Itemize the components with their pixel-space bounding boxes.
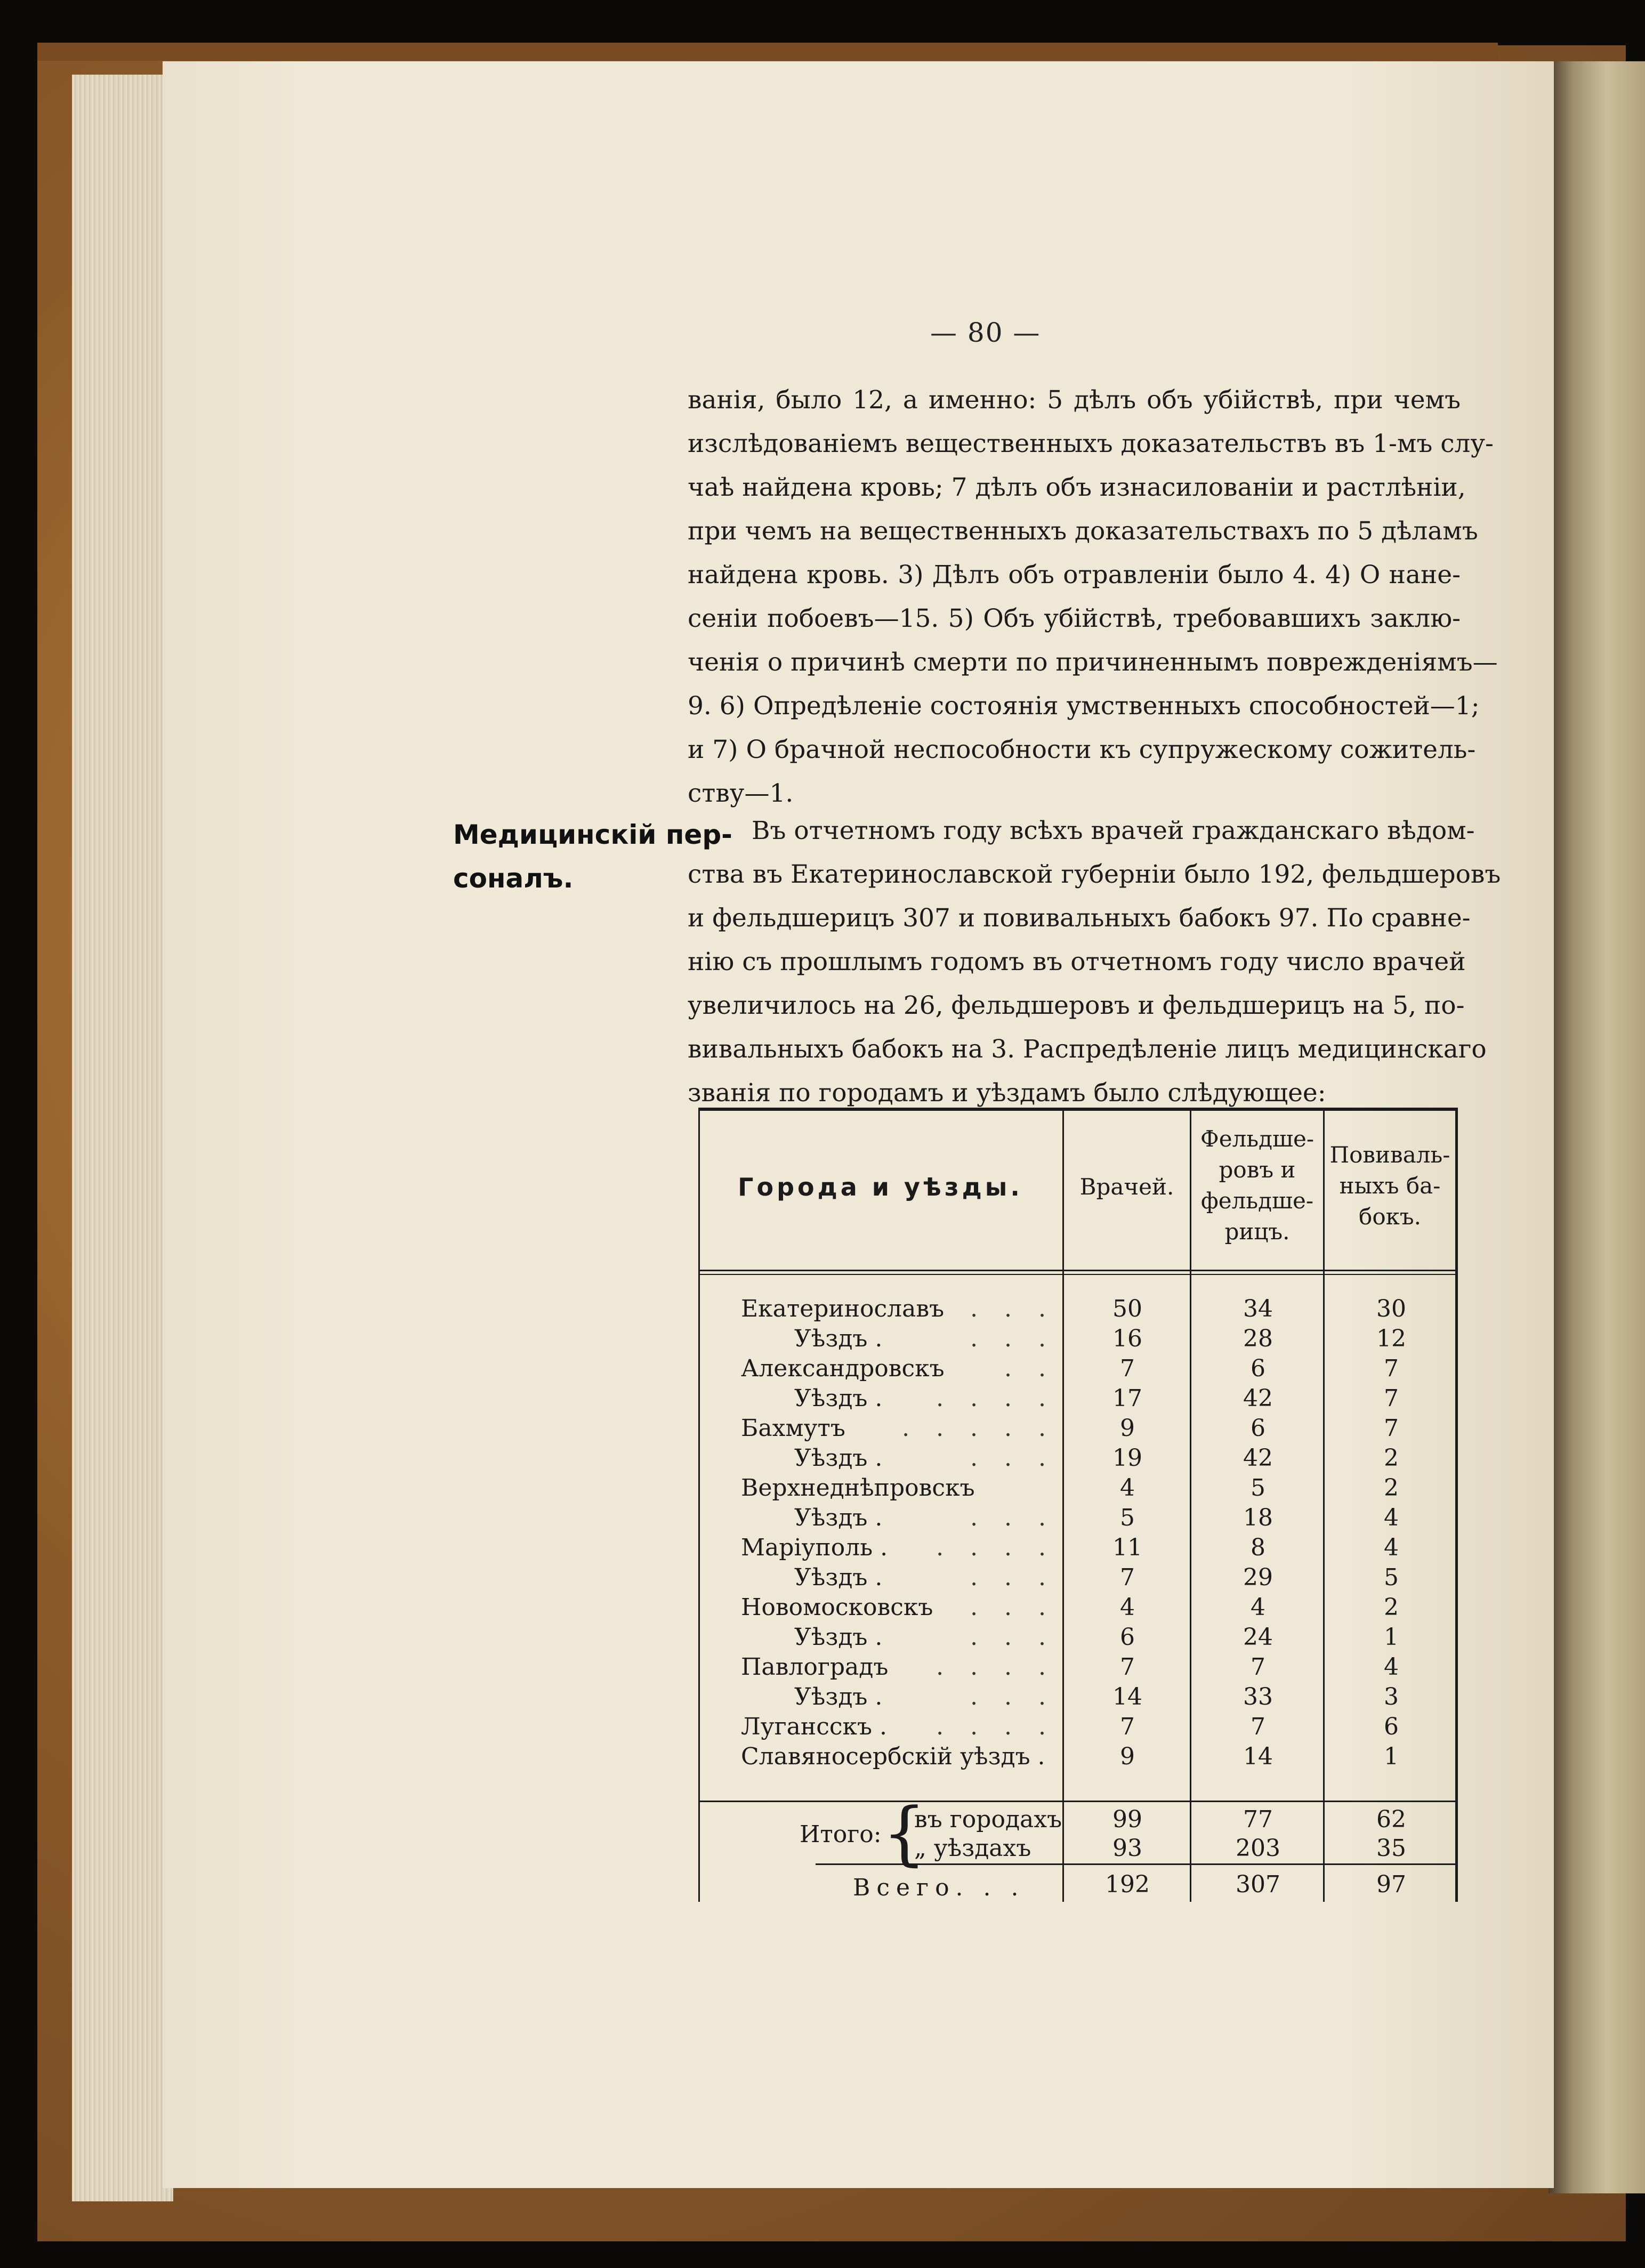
- text-line: и 7) О брачной неспособности къ супружескому сожитель-: [688, 735, 1476, 764]
- text-line: изслѣдованіемъ вещественныхъ доказательствъ въ 1-мъ слу-: [688, 429, 1494, 458]
- table-row: [698, 1593, 1458, 1623]
- cell-doctors: 9: [1120, 1743, 1135, 1770]
- cell-feldshers: 8: [1251, 1534, 1265, 1561]
- row-name: Уѣздъ .: [794, 1444, 883, 1472]
- row-leader-dots: . . . .: [936, 1713, 1055, 1740]
- cell-midwives: 12: [1376, 1325, 1406, 1352]
- row-name: Александровскъ: [741, 1355, 945, 1382]
- cell-doctors: 7: [1120, 1564, 1135, 1591]
- cell-doctors: 4: [1120, 1474, 1135, 1502]
- cell-midwives: 4: [1384, 1534, 1399, 1561]
- page-number: — 80 —: [930, 317, 1041, 348]
- cell-feldshers: 42: [1243, 1385, 1273, 1412]
- row-leader-dots: . . .: [970, 1444, 1055, 1472]
- row-leader-dots: . . .: [970, 1295, 1055, 1322]
- header-midwives-line: Повиваль-: [1329, 1142, 1450, 1168]
- cell-feldshers: 77: [1243, 1806, 1273, 1833]
- cell-midwives: 97: [1376, 1871, 1406, 1898]
- cell-midwives: 4: [1384, 1504, 1399, 1531]
- cell-midwives: 1: [1384, 1624, 1399, 1651]
- text-line: нію съ прошлымъ годомъ въ отчетномъ году число врачей: [688, 947, 1466, 976]
- text-line: и фельдшерицъ 307 и повивальныхъ бабокъ 97. По сравне-: [688, 903, 1471, 933]
- text-line: при чемъ на вещественныхъ доказательствахъ по 5 дѣламъ: [688, 516, 1478, 546]
- cell-midwives: 6: [1384, 1713, 1399, 1740]
- itogo-row-label: „ уѣздахъ: [914, 1835, 1031, 1862]
- text-line: званія по городамъ и уѣздамъ было слѣдующее:: [688, 1078, 1326, 1108]
- medical-personnel-table: [698, 1108, 1458, 1902]
- row-name: Верхнеднѣпровскъ: [741, 1474, 975, 1502]
- header-cities-and-districts: Города и уѣзды.: [738, 1173, 1023, 1201]
- text-line: ванія, было 12, а именно: 5 дѣлъ объ убійствѣ, при чемъ: [688, 385, 1461, 415]
- cell-feldshers: 42: [1243, 1444, 1273, 1472]
- facing-page-edge: [1549, 61, 1645, 2193]
- total-label: Всего. . .: [853, 1874, 1025, 1901]
- header-midwives-line: бокъ.: [1359, 1204, 1421, 1230]
- table-row: [698, 1652, 1458, 1682]
- row-leader-dots: . . .: [970, 1683, 1055, 1710]
- row-name: Уѣздъ .: [794, 1683, 883, 1710]
- table-row: [698, 1414, 1458, 1443]
- page-edges: [72, 75, 173, 2201]
- row-name: Уѣздъ .: [794, 1564, 883, 1591]
- cell-midwives: 4: [1384, 1653, 1399, 1681]
- row-name: Уѣздъ .: [794, 1385, 883, 1412]
- header-doctors: Врачей.: [1079, 1174, 1174, 1200]
- itogo-label: Итого:: [800, 1821, 882, 1848]
- margin-heading-medical-personnel: [453, 813, 732, 900]
- header-feldshers: [1191, 1124, 1323, 1247]
- cell-doctors: 192: [1105, 1871, 1150, 1898]
- table-row: [698, 1682, 1458, 1712]
- cell-midwives: 2: [1384, 1594, 1399, 1621]
- cell-feldshers: 28: [1243, 1325, 1273, 1352]
- cell-midwives: 1: [1384, 1743, 1399, 1770]
- table-rule-header-bottom2: [698, 1274, 1458, 1275]
- cell-feldshers: 18: [1243, 1504, 1273, 1531]
- text-line: ства въ Екатеринославской губерніи было 192, фельдшеровъ: [688, 860, 1501, 889]
- cell-feldshers: 7: [1251, 1713, 1265, 1740]
- row-name: Уѣздъ .: [794, 1325, 883, 1352]
- row-leader-dots: . . .: [970, 1624, 1055, 1651]
- cell-feldshers: 29: [1243, 1564, 1273, 1591]
- header-midwives-line: ныхъ ба-: [1339, 1173, 1441, 1199]
- cell-midwives: 2: [1384, 1444, 1399, 1472]
- header-midwives: [1325, 1140, 1455, 1232]
- cell-feldshers: 24: [1243, 1624, 1273, 1651]
- cell-doctors: 16: [1112, 1325, 1142, 1352]
- header-feldshers-line: фельдше-: [1200, 1188, 1314, 1214]
- cell-feldshers: 33: [1243, 1683, 1273, 1710]
- cell-doctors: 17: [1112, 1385, 1142, 1412]
- row-leader-dots: . .: [1004, 1355, 1055, 1382]
- cell-feldshers: 14: [1243, 1743, 1273, 1770]
- table-row: [698, 1354, 1458, 1384]
- row-leader-dots: . . . .: [936, 1385, 1055, 1412]
- cell-doctors: 7: [1120, 1713, 1135, 1740]
- row-name: Уѣздъ .: [794, 1624, 883, 1651]
- cell-midwives: 7: [1384, 1415, 1399, 1442]
- table-row: [698, 1742, 1458, 1772]
- row-leader-dots: . . . .: [936, 1653, 1055, 1681]
- cell-doctors: 99: [1112, 1806, 1142, 1833]
- text-line: сеніи побоевъ—15. 5) Объ убійствѣ, требовавшихъ заклю-: [688, 604, 1461, 633]
- cell-feldshers: 6: [1251, 1415, 1265, 1442]
- cell-doctors: 93: [1112, 1835, 1142, 1862]
- table-row: [698, 1384, 1458, 1414]
- cell-doctors: 6: [1120, 1624, 1135, 1651]
- cell-midwives: 62: [1376, 1806, 1406, 1833]
- cell-doctors: 4: [1120, 1594, 1135, 1621]
- row-leader-dots: . . .: [970, 1594, 1055, 1621]
- text-line: ству—1.: [688, 779, 794, 808]
- cell-feldshers: 7: [1251, 1653, 1265, 1681]
- total-row: [698, 1870, 1458, 1900]
- itogo-row: [698, 1834, 1458, 1863]
- table-row: [698, 1712, 1458, 1742]
- cell-doctors: 5: [1120, 1504, 1135, 1531]
- row-leader-dots: . . .: [970, 1504, 1055, 1531]
- cell-feldshers: 6: [1251, 1355, 1265, 1382]
- cell-midwives: 7: [1384, 1385, 1399, 1412]
- table-rule-top: [698, 1108, 1458, 1111]
- row-name: Лугансcкъ .: [741, 1713, 887, 1740]
- row-name: Новомосковскъ: [741, 1594, 933, 1621]
- book-cover-top-edge: [37, 43, 1498, 61]
- cell-feldshers: 307: [1236, 1871, 1280, 1898]
- margin-heading-line: Медицинскій пер-: [453, 819, 732, 850]
- header-feldshers-line: ровъ и: [1219, 1157, 1296, 1183]
- table-row: [698, 1563, 1458, 1593]
- cell-feldshers: 203: [1236, 1835, 1280, 1862]
- text-line: 9. 6) Опредѣленіе состоянія умственныхъ способностей—1;: [688, 691, 1480, 721]
- cell-midwives: 3: [1384, 1683, 1399, 1710]
- table-row: [698, 1473, 1458, 1503]
- text-line: чаѣ найдена кровь; 7 дѣлъ объ изнасилованіи и растлѣніи,: [688, 473, 1466, 502]
- row-name: Уѣздъ .: [794, 1504, 883, 1531]
- header-feldshers-line: Фельдше-: [1200, 1126, 1315, 1152]
- table-rule-itogo-top: [698, 1801, 1458, 1802]
- cell-midwives: 30: [1376, 1295, 1406, 1322]
- table-row: [698, 1324, 1458, 1354]
- cell-doctors: 19: [1112, 1444, 1142, 1472]
- table-row: [698, 1443, 1458, 1473]
- cell-feldshers: 4: [1251, 1594, 1265, 1621]
- cell-doctors: 7: [1120, 1355, 1135, 1382]
- row-leader-dots: . . .: [970, 1325, 1055, 1352]
- header-feldshers-line: рицъ.: [1224, 1218, 1290, 1245]
- cell-doctors: 14: [1112, 1683, 1142, 1710]
- row-leader-dots: . . .: [970, 1564, 1055, 1591]
- cell-doctors: 7: [1120, 1653, 1135, 1681]
- text-line: вивальныхъ бабокъ на 3. Распредѣленіе лицъ медицинскаго: [688, 1035, 1487, 1064]
- row-leader-dots: . . . .: [936, 1534, 1055, 1561]
- itogo-row: [698, 1805, 1458, 1835]
- row-name: Екатеринославъ: [741, 1295, 945, 1322]
- cell-midwives: 5: [1384, 1564, 1399, 1591]
- row-leader-dots: . . . . .: [902, 1415, 1055, 1442]
- table-row: [698, 1294, 1458, 1324]
- text-line: ченія о причинѣ смерти по причиненнымъ поврежденіямъ—: [688, 648, 1498, 677]
- table-row: [698, 1533, 1458, 1563]
- cell-doctors: 9: [1120, 1415, 1135, 1442]
- cell-doctors: 11: [1112, 1534, 1142, 1561]
- text-line: Въ отчетномъ году всѣхъ врачей гражданскаго вѣдом-: [752, 816, 1475, 845]
- text-line: найдена кровь. 3) Дѣлъ объ отравленіи было 4. 4) О нане-: [688, 560, 1461, 590]
- cell-midwives: 7: [1384, 1355, 1399, 1382]
- table-row: [698, 1503, 1458, 1533]
- cell-doctors: 50: [1112, 1295, 1142, 1322]
- row-name: Павлоградъ: [741, 1653, 889, 1681]
- paragraph-forensic-cases: [688, 378, 1498, 816]
- cell-feldshers: 5: [1251, 1474, 1265, 1502]
- table-row: [698, 1623, 1458, 1652]
- row-name: Маріуполь .: [741, 1534, 888, 1561]
- row-name: Славяносербскій уѣздъ .: [741, 1743, 1045, 1770]
- itogo-row-label: въ городахъ: [914, 1806, 1062, 1833]
- margin-heading-line: соналъ.: [453, 863, 574, 894]
- cell-feldshers: 34: [1243, 1295, 1273, 1322]
- table-rule-header-bottom: [698, 1270, 1458, 1271]
- text-line: увеличилось на 26, фельдшеровъ и фельдшерицъ на 5, по-: [688, 991, 1465, 1020]
- cell-midwives: 35: [1376, 1835, 1406, 1862]
- paragraph-medical-personnel: [688, 809, 1501, 1115]
- cell-midwives: 2: [1384, 1474, 1399, 1502]
- itogo-brace: {: [882, 1793, 926, 1874]
- row-name: Бахмутъ: [741, 1415, 845, 1442]
